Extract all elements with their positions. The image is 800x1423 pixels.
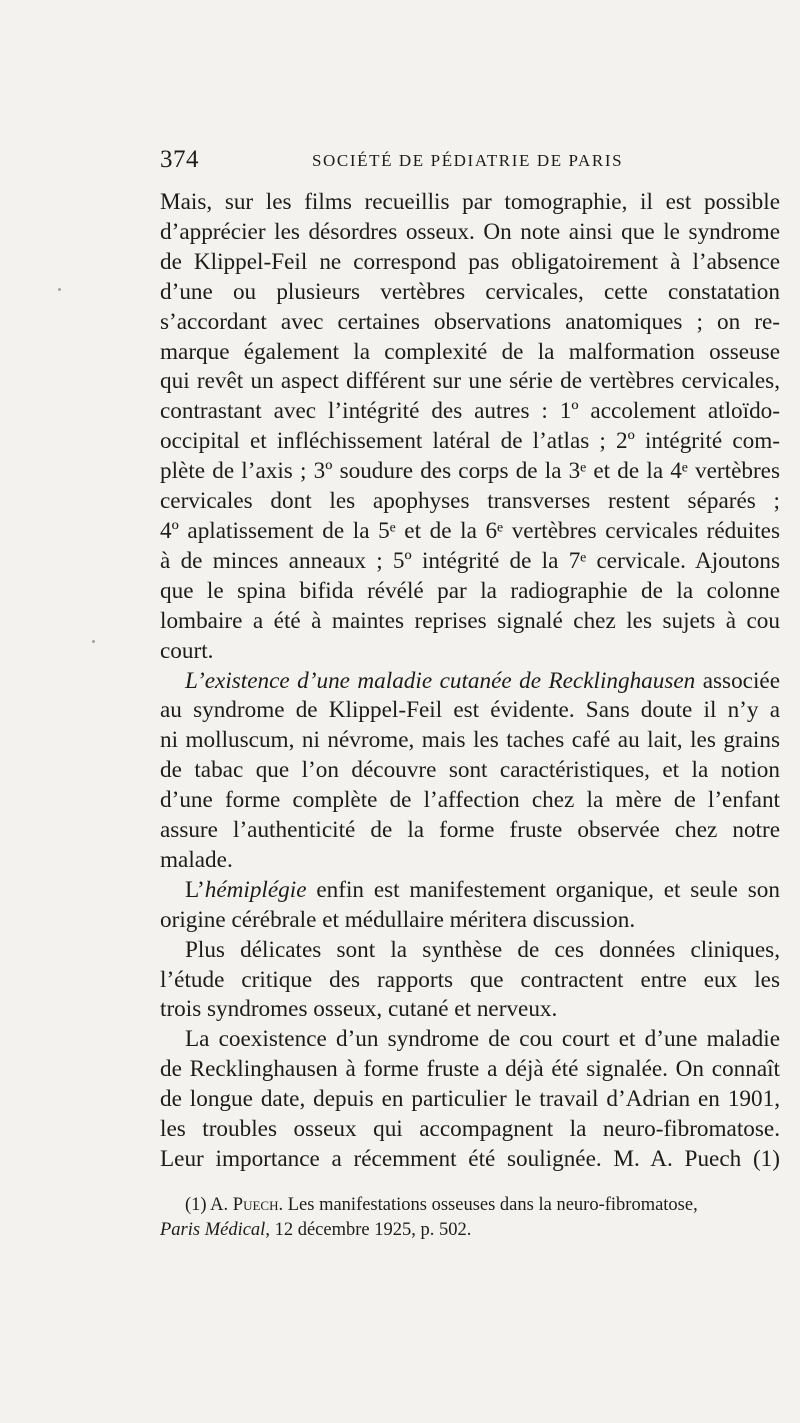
page-header [160, 146, 640, 180]
text-line: de longue date, depuis en particulier le travail d’Adrian en 1901, [160, 1086, 780, 1113]
text-line: 4º aplatissement de la 5ᵉ et de la 6ᵉ vertèbres cervicales réduites [160, 517, 780, 544]
text-line: malade. [160, 846, 233, 873]
text-line: de Recklinghausen à forme fruste a déjà été signalée. On connaît [160, 1056, 780, 1083]
footnote-journal: Paris Médical [160, 1220, 266, 1240]
text-line: court. [160, 637, 214, 664]
text-line: au syndrome de Klippel-Feil est évidente. Sans doute il n’y a [160, 697, 780, 724]
text-line: Mais, sur les films recueillis par tomographie, il est possible [160, 189, 780, 215]
text-line: cervicales dont les apophyses transverses restent séparés ; [160, 488, 780, 515]
text-line: assure l’authenticité de la forme fruste observée chez notre [160, 817, 780, 844]
footnote-line [160, 1193, 780, 1218]
footnote-title: . Les manifestations osseuses dans la neuro-fibromatose, [278, 1195, 698, 1215]
paragraph-2 [160, 667, 780, 876]
text-line: ni molluscum, ni névrome, mais les taches café au lait, les grains [160, 727, 780, 754]
footnote [160, 1193, 780, 1243]
italic-phrase: L’existence d’une maladie cutanée de Recklinghausen [185, 667, 696, 694]
text-line: plète de l’axis ; 3º soudure des corps de la 3ᵉ et de la 4ᵉ vertèbres [160, 458, 780, 485]
text-line: de tabac que l’on découvre sont caractéristiques, et la notion [160, 757, 780, 784]
body-text [160, 188, 780, 1175]
text-line: origine cérébrale et médullaire méritera discussion. [160, 906, 636, 933]
paragraph-5 [160, 1025, 780, 1175]
text-line: que le spina bifida révélé par la radiographie de la colonne [160, 577, 780, 604]
text-line: l’étude critique des rapports que contractent entre eux les [160, 966, 780, 993]
text-line: d’apprécier les désordres osseux. On note ainsi que le syndrome [160, 218, 780, 245]
text-line: les troubles osseux qui accompagnent la neuro-fibromatose. [160, 1116, 780, 1143]
text-line: Plus délicates sont la synthèse de ces données cliniques, [185, 936, 780, 963]
footnote-author: Puech [232, 1195, 279, 1215]
text-line: contrastant avec l’intégrité des autres : 1º accolement atloïdo- [160, 398, 780, 425]
text-line: qui revêt un aspect différent sur une série de vertèbres cervicales, [160, 368, 780, 395]
text-line: trois syndromes osseux, cutané et nerveux. [160, 996, 558, 1023]
text-fragment: associée [695, 667, 780, 694]
text-line: d’une ou plusieurs vertèbres cervicales, cette constatation [160, 278, 780, 305]
text-line: La coexistence d’un syndrome de cou court et d’une maladie [185, 1026, 780, 1053]
text-line: de Klippel-Feil ne correspond pas obligatoirement à l’absence [160, 248, 780, 275]
footnote-details: , 12 décembre 1925, p. 502. [265, 1220, 472, 1240]
paragraph-4 [160, 936, 780, 1026]
text-line: à de minces anneaux ; 5º intégrité de la 7ᵉ cervicale. Ajoutons [160, 547, 780, 574]
italic-phrase: hémiplégie [204, 876, 307, 903]
text-fragment: L’ [185, 876, 205, 903]
page-number: 374 [160, 146, 199, 173]
paragraph-1 [160, 188, 780, 667]
text-line: d’une forme complète de l’affection chez la mère de l’enfant [160, 787, 780, 814]
text-line [160, 876, 780, 906]
running-head: SOCIÉTÉ DE PÉDIATRIE DE PARIS [312, 151, 624, 170]
text-fragment: enfin est manifestement organique, et seule son [306, 876, 780, 903]
footnote-line [160, 1218, 780, 1243]
text-line: occipital et infléchissement latéral de l’atlas ; 2º intégrité com- [160, 428, 780, 455]
footnote-marker: (1) A. [185, 1195, 233, 1215]
text-line: Leur importance a récemment été soulignée. M. A. Puech (1) [160, 1146, 780, 1172]
text-line [160, 667, 780, 697]
paper-speck [58, 288, 61, 291]
text-line: lombaire a été à maintes reprises signalé chez les sujets à cou [160, 607, 780, 634]
paper-speck [92, 640, 95, 643]
paragraph-3 [160, 876, 780, 936]
text-line: s’accordant avec certaines observations anatomiques ; on re- [160, 308, 780, 335]
text-line: marque également la complexité de la malformation osseuse [160, 338, 780, 365]
